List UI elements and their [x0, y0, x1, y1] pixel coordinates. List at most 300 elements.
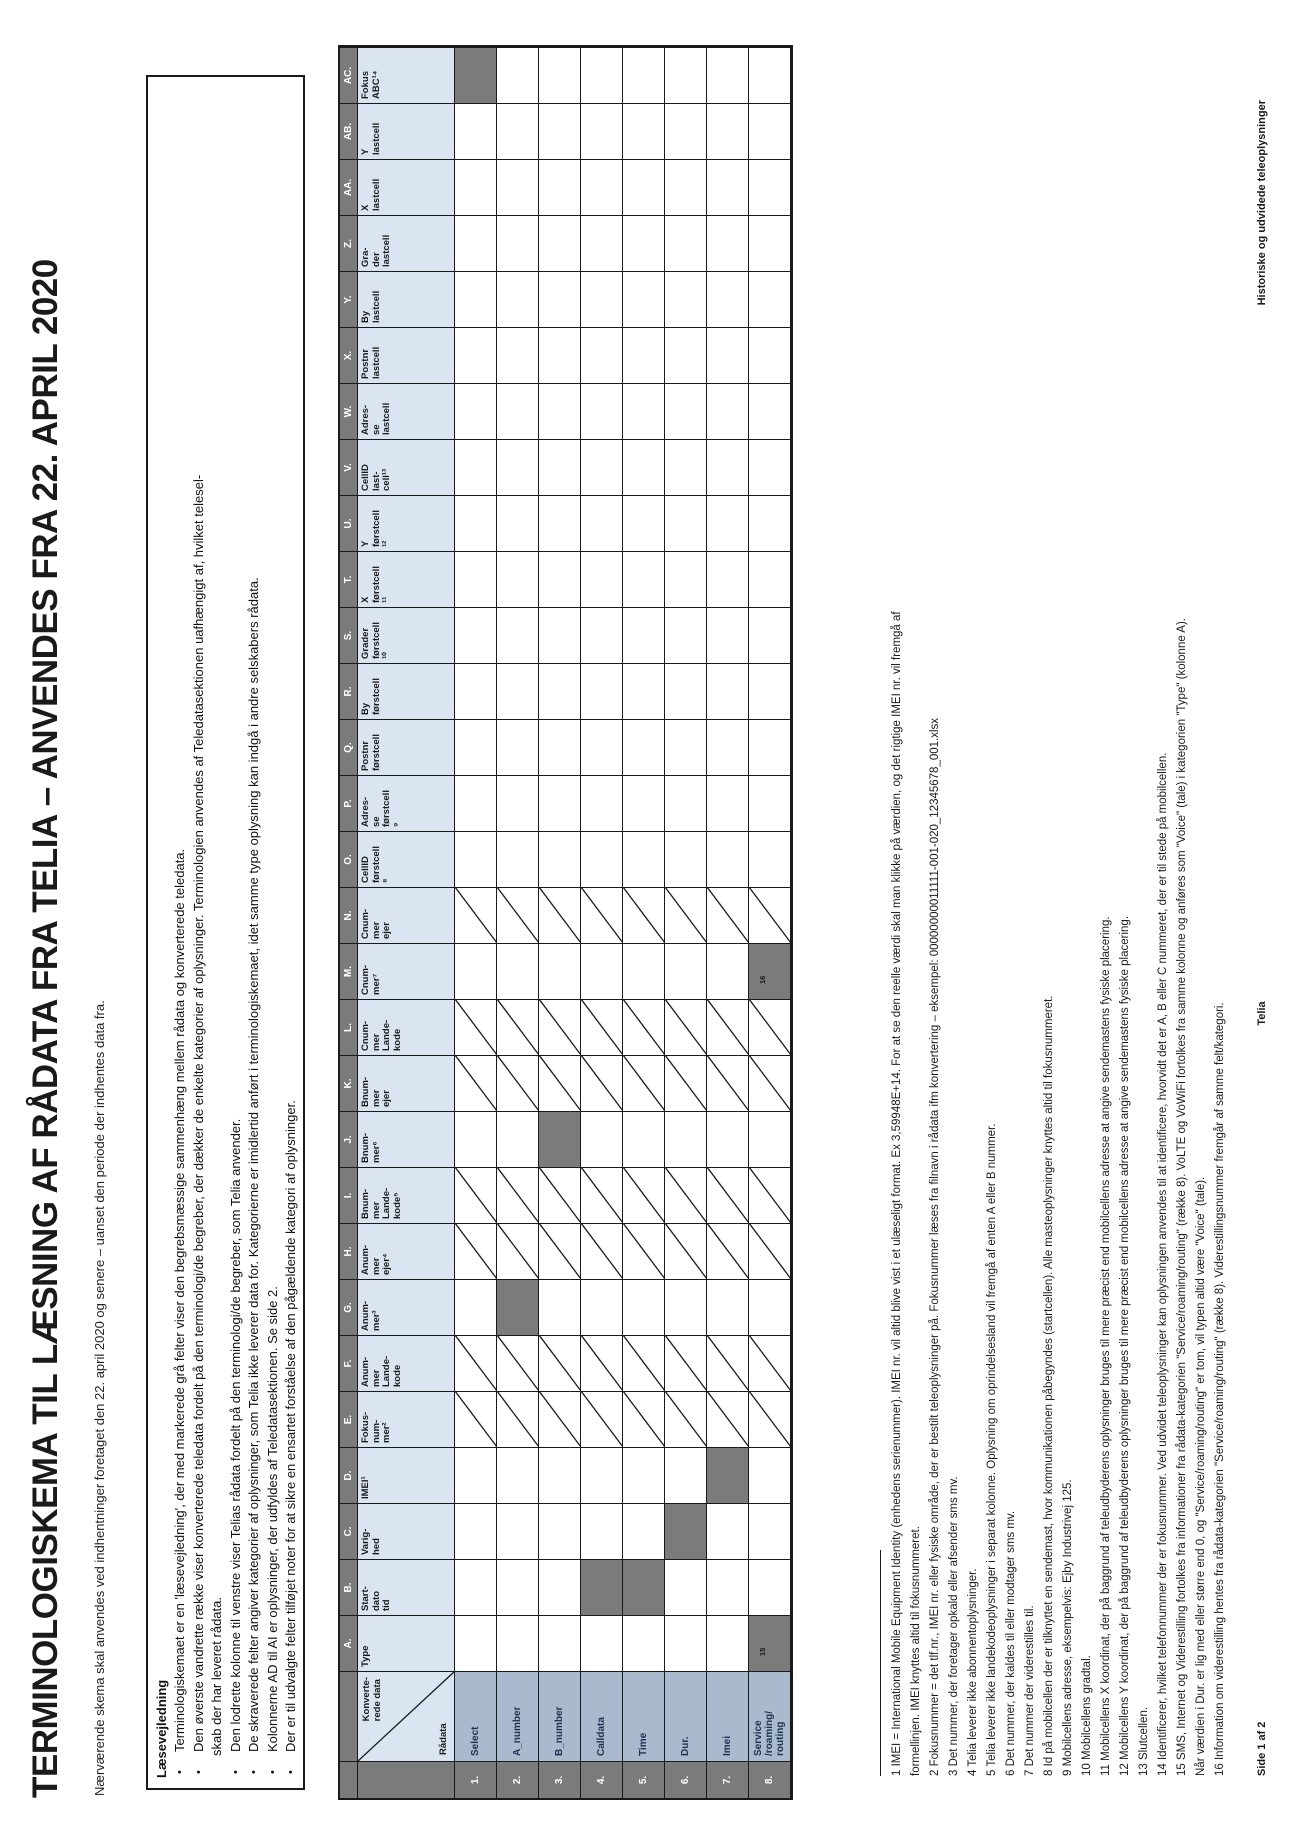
cell-V-8: [749, 439, 791, 495]
cell-V-7: [707, 439, 749, 495]
page-footer: [1256, 100, 1268, 1776]
cell-E-8: [749, 1391, 791, 1447]
cell-W-7: [707, 383, 749, 439]
reading-guide-bullets: [171, 87, 301, 1778]
cell-G-7: [707, 1279, 749, 1335]
col-header-line: Start-: [360, 1586, 371, 1611]
cell-AA-2: [497, 159, 539, 215]
bullet-dot: •: [229, 1770, 242, 1774]
col-header-line: ejer: [381, 922, 392, 939]
cell-G-8: [749, 1279, 791, 1335]
cell-F-1: [455, 1335, 497, 1391]
not-delivered-slash: [581, 999, 623, 1055]
col-header-line: mer: [370, 1257, 382, 1275]
col-header-line: Type: [360, 1645, 371, 1667]
corner-label-line: rede data: [371, 1679, 383, 1722]
not-delivered-slash: [455, 1167, 497, 1223]
col-header-line: By: [360, 702, 371, 715]
cell-V-2: [497, 439, 539, 495]
cell-J-3: [539, 1111, 581, 1167]
cell-E-6: [665, 1391, 707, 1447]
col-letter-E: E.: [340, 1391, 358, 1447]
col-header-line: se: [370, 816, 382, 827]
col-header-line: Fokus-: [360, 1411, 371, 1443]
cell-A-2: [497, 1615, 539, 1671]
cell-AB-8: [749, 103, 791, 159]
guide-bullet-line: [208, 87, 227, 1778]
cell-H-6: [665, 1223, 707, 1279]
bullet-dot: •: [192, 1770, 205, 1774]
cell-C-8: [749, 1503, 791, 1559]
cell-R-7: [707, 663, 749, 719]
col-letter-Z: Z.: [340, 215, 358, 271]
not-delivered-slash: [497, 887, 539, 943]
cell-J-4: [581, 1111, 623, 1167]
footnote-line: 10 Mobilcellens gradtal.: [1081, 1655, 1093, 1776]
bullet-dot: •: [266, 1770, 279, 1774]
col-letter-F: F.: [340, 1335, 358, 1391]
col-header-A: [358, 1615, 455, 1671]
not-delivered-slash: [581, 1335, 623, 1391]
col-header-line: Cnum-: [360, 908, 371, 939]
footnote-line: 3 Det nummer, der foretager opkald eller afsender sms mv.: [948, 1476, 960, 1776]
row-label-5: [623, 1671, 665, 1761]
col-header-Z: [358, 215, 455, 271]
footnote-line: 9 Mobilcellens adresse, eksempelvis: Ejby Industrivej 125.: [1062, 1479, 1074, 1776]
cell-L-1: [455, 999, 497, 1055]
row-label-line: Time: [638, 1732, 649, 1756]
guide-bullet-text: Den lodrette kolonne til venstre viser Telias rådata fordelt på den terminologi/de begreber, som Telia anvender.: [227, 1118, 243, 1752]
col-header-P: [358, 775, 455, 831]
cell-J-1: [455, 1111, 497, 1167]
col-letter-Y: Y.: [340, 271, 358, 327]
cell-AC-1: [455, 47, 497, 103]
col-header-line: mer²: [381, 1422, 392, 1443]
cell-H-5: [623, 1223, 665, 1279]
col-letter-M: M.: [340, 943, 358, 999]
col-header-line: last-: [370, 471, 382, 491]
guide-bullet-line: [190, 87, 209, 1778]
not-delivered-slash: [665, 1391, 707, 1447]
col-header-line: Lande-: [381, 1355, 392, 1387]
corner-numbers-letters-cell: [340, 1761, 358, 1798]
cell-Q-6: [665, 719, 707, 775]
cell-G-3: [539, 1279, 581, 1335]
col-letter-AA: AA.: [340, 159, 358, 215]
cell-F-4: [581, 1335, 623, 1391]
col-header-line: mer: [370, 1201, 382, 1219]
cell-F-5: [623, 1335, 665, 1391]
col-letter-N: N.: [340, 887, 358, 943]
col-header-line: Gra-: [360, 247, 371, 267]
row-label-line: /roaming/: [764, 1710, 775, 1756]
cell-H-4: [581, 1223, 623, 1279]
col-header-line: kode⁵: [391, 1192, 403, 1219]
cell-S-3: [539, 607, 581, 663]
cell-AC-4: [581, 47, 623, 103]
cell-D-4: [581, 1447, 623, 1503]
col-header-S: [358, 607, 455, 663]
col-header-line: mer⁷: [370, 973, 382, 995]
cell-T-8: [749, 551, 791, 607]
cell-Q-3: [539, 719, 581, 775]
col-header-M: [358, 943, 455, 999]
not-delivered-slash: [665, 1055, 707, 1111]
cell-K-7: [707, 1055, 749, 1111]
cell-Z-1: [455, 215, 497, 271]
guide-bullet-text: Den øverste vandrette række viser konverterede teledata fordelt på den terminologi/de begreber, der dækker de enkelte kategorier af oplysninger. Terminologien anvendes af Teledatasektionen uafhængigt af, hvilket telesel-: [190, 474, 206, 1752]
col-header-line: ¹⁰: [381, 652, 392, 659]
cell-X-7: [707, 327, 749, 383]
col-header-Y: [358, 271, 455, 327]
col-header-U: [358, 495, 455, 551]
cell-R-6: [665, 663, 707, 719]
col-header-line: mer: [370, 1089, 382, 1107]
not-delivered-slash: [497, 999, 539, 1055]
cell-AB-4: [581, 103, 623, 159]
cell-B-7: [707, 1559, 749, 1615]
cell-E-4: [581, 1391, 623, 1447]
cell-U-2: [497, 495, 539, 551]
col-letter-G: G.: [340, 1279, 358, 1335]
col-header-line: kode: [391, 1028, 403, 1051]
footnote-line: 7 Det nummer der viderestilles til.: [1024, 1605, 1036, 1776]
row-label-3: [539, 1671, 581, 1761]
row-label-8: [749, 1671, 791, 1761]
not-delivered-slash: [749, 1223, 791, 1279]
row-label-line: Imei: [722, 1735, 733, 1756]
cell-AC-3: [539, 47, 581, 103]
col-header-line: X: [360, 596, 371, 603]
row-label-line: Calldata: [596, 1717, 607, 1756]
cell-W-6: [665, 383, 707, 439]
cell-E-5: [623, 1391, 665, 1447]
cell-AA-1: [455, 159, 497, 215]
cell-C-5: [623, 1503, 665, 1559]
cell-G-1: [455, 1279, 497, 1335]
footnote-line: Når værdien i Dur. er lig med eller større end 0, og "Service/roaming/routing" er tom, vil typen altid være "Voice" (tale).: [1195, 1176, 1207, 1776]
row-number-5: 5.: [623, 1761, 665, 1798]
cell-B-6: [665, 1559, 707, 1615]
footnote-line: 12 Mobilcellens Y koordinat, der på baggrund af teleudbyderens oplysninger bruges til mere præcist end mobilcellens adresse at angive sendemastens fysiske placering.: [1119, 915, 1131, 1776]
cell-B-4: [581, 1559, 623, 1615]
cell-D-1: [455, 1447, 497, 1503]
cell-N-5: [623, 887, 665, 943]
cell-U-6: [665, 495, 707, 551]
cell-F-2: [497, 1335, 539, 1391]
cell-Q-2: [497, 719, 539, 775]
cell-J-5: [623, 1111, 665, 1167]
cell-O-4: [581, 831, 623, 887]
cell-K-2: [497, 1055, 539, 1111]
cell-U-1: [455, 495, 497, 551]
not-delivered-slash: [665, 887, 707, 943]
col-header-line: Cnum-: [360, 964, 371, 995]
col-header-J: [358, 1111, 455, 1167]
col-header-G: [358, 1279, 455, 1335]
cell-V-6: [665, 439, 707, 495]
cell-R-3: [539, 663, 581, 719]
cell-X-8: [749, 327, 791, 383]
cell-AA-6: [665, 159, 707, 215]
cell-K-6: [665, 1055, 707, 1111]
cell-P-8: [749, 775, 791, 831]
cell-H-2: [497, 1223, 539, 1279]
row-label-line: routing: [775, 1721, 786, 1756]
col-header-line: førstcell: [370, 566, 382, 603]
guide-bullet-line: [245, 87, 264, 1778]
col-letter-AC: AC.: [340, 47, 358, 103]
cell-Q-4: [581, 719, 623, 775]
cell-P-3: [539, 775, 581, 831]
not-delivered-slash: [539, 1055, 581, 1111]
col-header-line: lastcell: [370, 122, 382, 155]
cell-I-5: [623, 1167, 665, 1223]
cell-G-6: [665, 1279, 707, 1335]
col-header-W: [358, 383, 455, 439]
col-letter-Q: Q.: [340, 719, 358, 775]
cell-R-5: [623, 663, 665, 719]
cell-W-3: [539, 383, 581, 439]
not-delivered-slash: [539, 1223, 581, 1279]
col-header-line: ⁸: [381, 878, 392, 883]
col-header-AC: [358, 47, 455, 103]
cell-AB-1: [455, 103, 497, 159]
cell-U-3: [539, 495, 581, 551]
cell-AB-5: [623, 103, 665, 159]
col-header-T: [358, 551, 455, 607]
cell-C-4: [581, 1503, 623, 1559]
cell-B-3: [539, 1559, 581, 1615]
cell-C-6: [665, 1503, 707, 1559]
col-letter-R: R.: [340, 663, 358, 719]
col-letter-J: J.: [340, 1111, 358, 1167]
col-header-line: Lande-: [381, 1187, 392, 1219]
cell-D-3: [539, 1447, 581, 1503]
cell-W-4: [581, 383, 623, 439]
cell-B-5: [623, 1559, 665, 1615]
footnote-line: 16 Information om viderestilling hentes fra rådata-kategorien "Service/roaming/routing" (række 8). Viderestillingsnummer fremgår af samme felt/kategori.: [1214, 1002, 1226, 1776]
col-header-line: ⁹: [391, 822, 403, 827]
row-label-line: A_number: [512, 1706, 523, 1756]
guide-bullet-line: [227, 87, 246, 1778]
cell-E-1: [455, 1391, 497, 1447]
footnote-line: 5 Telia leverer ikke landekodeoplysninger i separat kolonne. Oplysning om oprindelsesland vil fremgå af enten A eller B nummer.: [986, 1123, 998, 1776]
cell-M-4: [581, 943, 623, 999]
cell-F-6: [665, 1335, 707, 1391]
not-delivered-slash: [455, 1223, 497, 1279]
not-delivered-slash: [707, 1167, 749, 1223]
cell-S-1: [455, 607, 497, 663]
cell-T-1: [455, 551, 497, 607]
cell-I-3: [539, 1167, 581, 1223]
col-header-AA: [358, 159, 455, 215]
col-header-line: mer: [370, 921, 382, 939]
cell-V-3: [539, 439, 581, 495]
col-header-line: førstcell: [381, 790, 392, 827]
col-letter-AB: AB.: [340, 103, 358, 159]
col-letter-X: X.: [340, 327, 358, 383]
col-letter-W: W.: [340, 383, 358, 439]
col-letter-D: D.: [340, 1447, 358, 1503]
cell-E-3: [539, 1391, 581, 1447]
page-title: TERMINOLOGISKEMA TIL LÆSNING AF RÅDATA FRA TELIA – ANVENDES FRA 22. APRIL 2020: [26, 259, 65, 1798]
cell-N-8: [749, 887, 791, 943]
cell-A-3: [539, 1615, 581, 1671]
col-header-line: lastcell: [370, 290, 382, 323]
col-header-line: tid: [381, 1599, 392, 1611]
cell-L-7: [707, 999, 749, 1055]
cell-A-8: [749, 1615, 791, 1671]
bullet-dot: •: [174, 1770, 186, 1774]
col-letter-P: P.: [340, 775, 358, 831]
col-letter-B: B.: [340, 1559, 358, 1615]
guide-bullet-text: skab der har leveret rådata.: [209, 1597, 224, 1756]
not-delivered-slash: [539, 887, 581, 943]
cell-Q-8: [749, 719, 791, 775]
cell-U-7: [707, 495, 749, 551]
cell-R-8: [749, 663, 791, 719]
col-header-line: Fokus: [360, 71, 371, 99]
cell-W-8: [749, 383, 791, 439]
cell-G-5: [623, 1279, 665, 1335]
cell-D-5: [623, 1447, 665, 1503]
col-header-line: Postnr: [360, 348, 371, 379]
cell-N-1: [455, 887, 497, 943]
footnote-line: 8 Id på mobilcellen der er tilknyttet en sendemast, hvor kommunikationen påbegyndes (startcellen). Alle masteoplysninger knyttes altid til fokusnummeret.: [1043, 995, 1055, 1776]
cell-G-4: [581, 1279, 623, 1335]
cell-S-8: [749, 607, 791, 663]
col-header-line: Cnum-: [360, 1020, 371, 1051]
footnote-line: 15 SMS, Internet og Viderestilling fortolkes fra informationer fra rådata-kategorien "Service/roaming/routing" (række 8). VoLTE og VoWiFi fortolkes fra samme kolonne og anføres som "Voice" (tale) i kategorien "Type" (kolonne A).: [1176, 618, 1188, 1776]
cell-Y-1: [455, 271, 497, 327]
footer-document-category: Historiske og udvidede teleoplysninger: [1256, 100, 1268, 306]
cell-S-5: [623, 607, 665, 663]
cell-N-6: [665, 887, 707, 943]
col-letter-C: C.: [340, 1503, 358, 1559]
cell-M-2: [497, 943, 539, 999]
cell-AC-2: [497, 47, 539, 103]
cell-O-1: [455, 831, 497, 887]
not-delivered-slash: [707, 1055, 749, 1111]
col-header-line: dato: [370, 1590, 382, 1611]
col-header-line: mer⁶: [370, 1141, 382, 1163]
col-header-line: se: [370, 424, 382, 435]
cell-Q-5: [623, 719, 665, 775]
bullet-dot: •: [248, 1770, 260, 1774]
cell-F-7: [707, 1335, 749, 1391]
cell-X-5: [623, 327, 665, 383]
not-delivered-slash: [749, 1055, 791, 1111]
cell-U-8: [749, 495, 791, 551]
col-header-line: Lande-: [381, 1019, 392, 1051]
cell-AC-6: [665, 47, 707, 103]
cell-L-4: [581, 999, 623, 1055]
cell-R-2: [497, 663, 539, 719]
cell-Q-1: [455, 719, 497, 775]
cell-AA-8: [749, 159, 791, 215]
col-header-line: der: [370, 252, 382, 267]
col-header-line: lastcell: [381, 234, 392, 267]
col-letter-I: I.: [340, 1167, 358, 1223]
col-letter-L: L.: [340, 999, 358, 1055]
col-header-B: [358, 1559, 455, 1615]
not-delivered-slash: [749, 1167, 791, 1223]
cell-C-7: [707, 1503, 749, 1559]
col-header-H: [358, 1223, 455, 1279]
col-letter-H: H.: [340, 1223, 358, 1279]
cell-P-4: [581, 775, 623, 831]
cell-T-3: [539, 551, 581, 607]
cell-T-5: [623, 551, 665, 607]
not-delivered-slash: [455, 1055, 497, 1111]
col-header-C: [358, 1503, 455, 1559]
col-header-line: Bnum-: [360, 1132, 371, 1163]
row-number-8: 8.: [749, 1761, 791, 1798]
cell-R-4: [581, 663, 623, 719]
cell-O-3: [539, 831, 581, 887]
cell-W-1: [455, 383, 497, 439]
cell-Y-3: [539, 271, 581, 327]
cell-N-7: [707, 887, 749, 943]
not-delivered-slash: [539, 999, 581, 1055]
row-number-1: 1.: [455, 1761, 497, 1798]
not-delivered-slash: [623, 1335, 665, 1391]
cell-AB-6: [665, 103, 707, 159]
footnote-line: 6 Det nummer, der kaldes til eller modtager sms mv.: [1005, 1510, 1017, 1776]
cell-F-3: [539, 1335, 581, 1391]
cell-M-6: [665, 943, 707, 999]
guide-bullet-line: [282, 87, 301, 1778]
col-header-line: Adres-: [360, 796, 371, 827]
cell-V-4: [581, 439, 623, 495]
cell-O-2: [497, 831, 539, 887]
col-header-line: hed: [370, 1538, 382, 1555]
cell-A-7: [707, 1615, 749, 1671]
row-number-6: 6.: [665, 1761, 707, 1798]
row-number-2: 2.: [497, 1761, 539, 1798]
col-letter-V: V.: [340, 439, 358, 495]
cell-Y-6: [665, 271, 707, 327]
col-header-line: cell¹³: [381, 468, 392, 491]
corner-labels-letters-cell: [340, 1671, 358, 1761]
cell-T-7: [707, 551, 749, 607]
col-header-AB: [358, 103, 455, 159]
cell-W-5: [623, 383, 665, 439]
not-delivered-slash: [623, 1223, 665, 1279]
cell-I-1: [455, 1167, 497, 1223]
cell-D-6: [665, 1447, 707, 1503]
not-delivered-slash: [623, 999, 665, 1055]
footnote-line: 4 Telia leverer ikke abonnentoplysninger.: [967, 1568, 979, 1776]
cell-F-8: [749, 1335, 791, 1391]
cell-Q-7: [707, 719, 749, 775]
cell-L-3: [539, 999, 581, 1055]
cell-W-2: [497, 383, 539, 439]
cell-H-3: [539, 1223, 581, 1279]
row-label-2: [497, 1671, 539, 1761]
cell-R-1: [455, 663, 497, 719]
cell-E-2: [497, 1391, 539, 1447]
cell-AA-5: [623, 159, 665, 215]
reading-guide-heading: Læsevejledning: [154, 1679, 169, 1778]
footnote-line: 1 IMEI = International Mobile Equipment Identity (enhedens serienummer). IMEI nr. vil altid blive vist i et ulæseligt format. Ex 3,59948E+14. For at se den reelle værdi skal man klikke på værdien, og det rigtige IMEI nr. vil fremgå af: [891, 611, 903, 1776]
col-header-line: lastcell: [370, 346, 382, 379]
cell-D-2: [497, 1447, 539, 1503]
cell-Y-7: [707, 271, 749, 327]
row-label-line: Select: [470, 1726, 481, 1756]
cell-AB-3: [539, 103, 581, 159]
